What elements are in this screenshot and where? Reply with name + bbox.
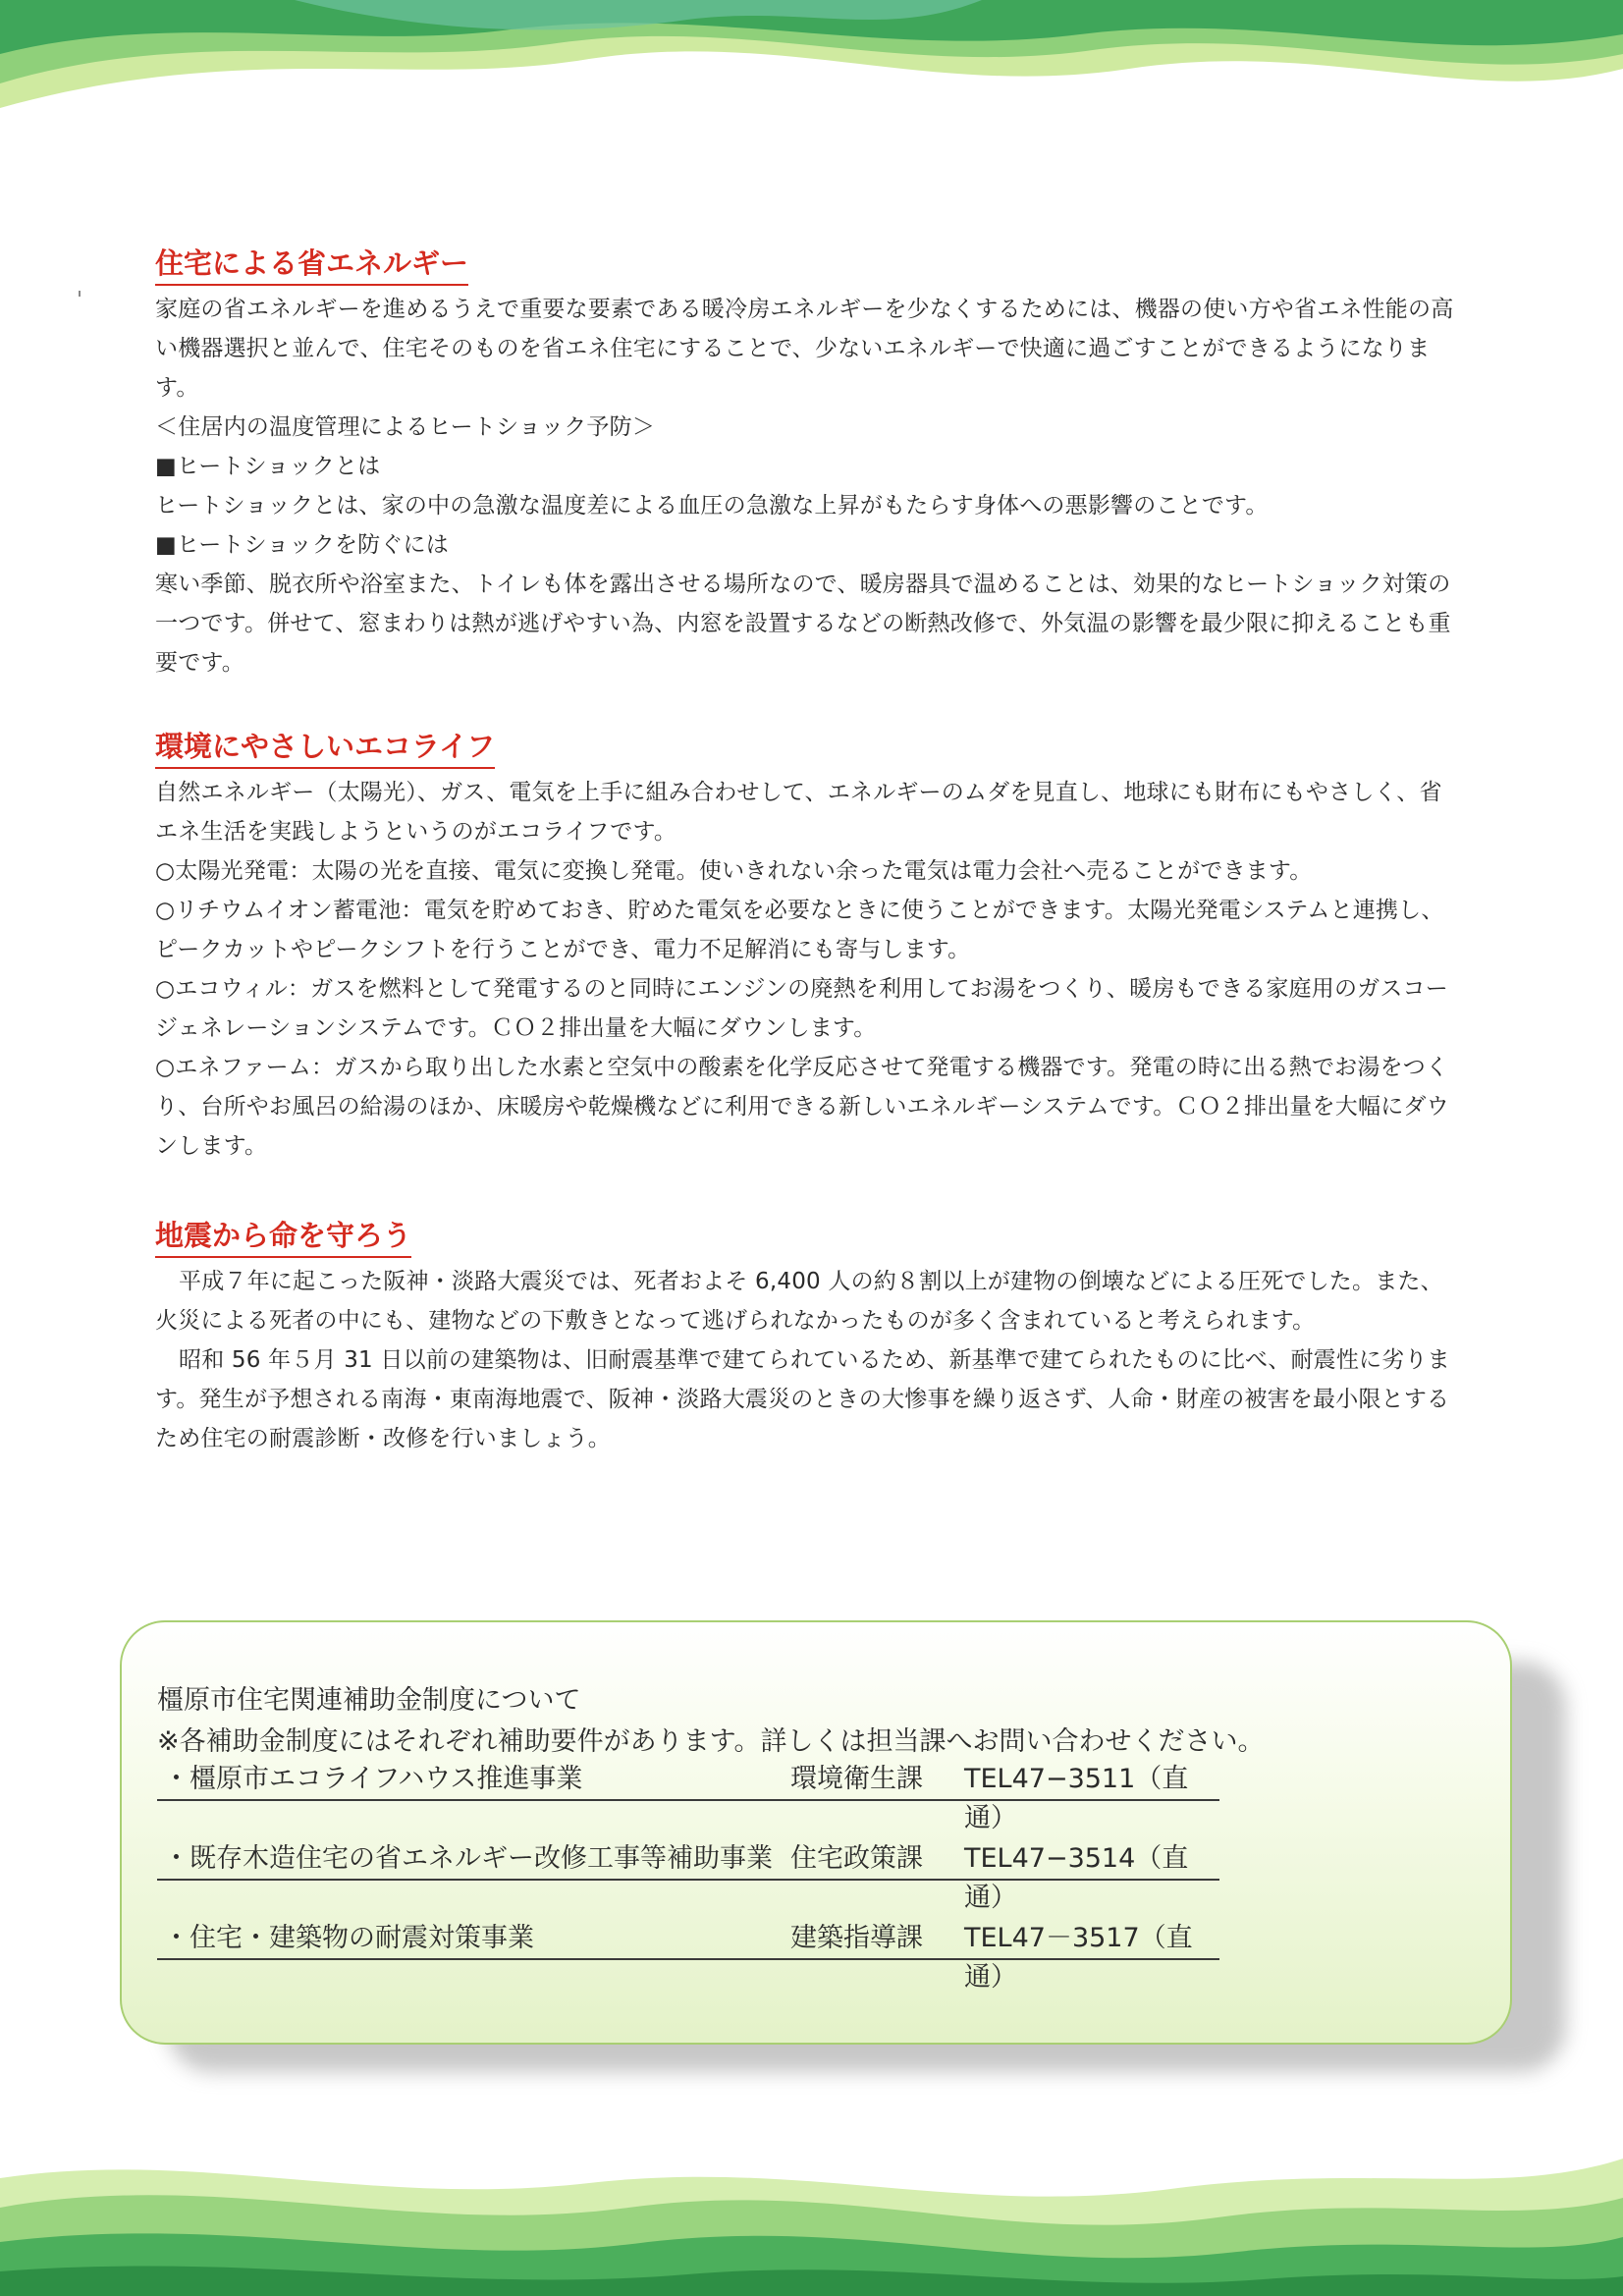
phone-number: TEL47−3514（直通） <box>964 1843 1189 1913</box>
section-housing-energy <box>155 244 1461 683</box>
info-box-title: 橿原市住宅関連補助金制度について <box>157 1685 581 1716</box>
scan-mark <box>79 291 81 297</box>
paragraph: 家庭の省エネルギーを進めるうえで重要な要素である暖冷房エネルギーを少なくするためには、機器の使い方や省エネ性能の高い機器選択と並んで、住宅そのものを省エネ住宅にすることで、少ないエネルギーで快適に過ごすことができるようになります。 <box>155 297 1454 401</box>
paragraph: 自然エネルギー（太陽光）、ガス、電気を上手に組み合わせして、エネルギーのムダを見直し、地球にも財布にもやさしく、省エネ生活を実践しようというのがエコライフです。 <box>155 780 1442 845</box>
section-title: 地震から命を守ろう <box>155 1216 411 1258</box>
section-title: 住宅による省エネルギー <box>155 244 468 286</box>
paragraph: ■ヒートショックとは <box>155 454 381 479</box>
bottom-wave-decoration <box>0 2129 1623 2296</box>
paragraph: 平成７年に起こった阪神・淡路大震災では、死者およそ 6,400 人の約８割以上が建物の倒壊などによる圧死でした。また、火災による死者の中にも、建物などの下敷きとなって逃げられなかったものが多く含まれていると考えられます。 <box>155 1269 1443 1334</box>
paragraph: ○エコウィル：ガスを燃料として発電するのと同時にエンジンの廃熱を利用してお湯をつくり、暖房もできる家庭用のガスコージェネレーションシステムです。ＣＯ２排出量を大幅にダウンします。 <box>155 976 1448 1041</box>
program-name: ・住宅・建築物の耐震対策事業 <box>163 1923 534 1953</box>
phone-number: TEL47－3517（直通） <box>964 1923 1193 1993</box>
program-name: ・既存木造住宅の省エネルギー改修工事等補助事業 <box>163 1843 773 1874</box>
paragraph: ○エネファーム：ガスから取り出した水素と空気中の酸素を化学反応させて発電する機器です。発電の時に出る熱でお湯をつくり、台所やお風呂の給湯のほか、床暖房や乾燥機などに利用できる新しいエネルギーシステムです。ＣＯ２排出量を大幅にダウンします。 <box>155 1055 1449 1159</box>
paragraph: ○太陽光発電：太陽の光を直接、電気に変換し発電。使いきれない余った電気は電力会社へ売ることができます。 <box>155 858 1313 884</box>
program-name: ・橿原市エコライフハウス推進事業 <box>163 1764 583 1794</box>
top-wave-decoration <box>0 0 1623 118</box>
department-name: 建築指導課 <box>790 1923 923 1953</box>
phone-number: TEL47−3511（直通） <box>964 1764 1189 1833</box>
info-box-note: ※各補助金制度にはそれぞれ補助要件があります。詳しくは担当課へお問い合わせください。 <box>157 1726 1265 1757</box>
department-name: 住宅政策課 <box>790 1843 923 1874</box>
paragraph: ＜住居内の温度管理によるヒートショック予防＞ <box>155 414 656 440</box>
contact-row <box>157 1760 1219 1833</box>
contact-row <box>157 1919 1219 1993</box>
section-eco-life <box>155 727 1461 1166</box>
paragraph: ヒートショックとは、家の中の急激な温度差による血圧の急激な上昇がもたらす身体への悪影響のことです。 <box>155 493 1269 519</box>
paragraph: 寒い季節、脱衣所や浴室また、トイレも体を露出させる場所なので、暖房器具で温めることは、効果的なヒートショック対策の一つです。併せて、窓まわりは熱が逃げやすい為、内窓を設置するなどの断熱改修で、外気温の影響を最少限に抑えることも重要です。 <box>155 572 1451 676</box>
paragraph: ○リチウムイオン蓄電池：電気を貯めておき、貯めた電気を必要なときに使うことができます。太陽光発電システムと連携し、ピークカットやピークシフトを行うことができ、電力不足解消にも寄与します。 <box>155 898 1444 962</box>
paragraph: ■ヒートショックを防ぐには <box>155 532 449 558</box>
section-title: 環境にやさしいエコライフ <box>155 727 495 769</box>
section-earthquake <box>155 1216 1461 1458</box>
contact-row <box>157 1839 1219 1913</box>
paragraph: 昭和 56 年５月 31 日以前の建築物は、旧耐震基準で建てられているため、新基準で建てられたものに比べ、耐震性に劣ります。発生が予想される南海・東南海地震で、阪神・淡路大震災のときの大惨事を繰り返さず、人命・財産の被害を最小限とするため住宅の耐震診断・改修を行いましょう。 <box>155 1347 1450 1451</box>
department-name: 環境衛生課 <box>790 1764 923 1794</box>
